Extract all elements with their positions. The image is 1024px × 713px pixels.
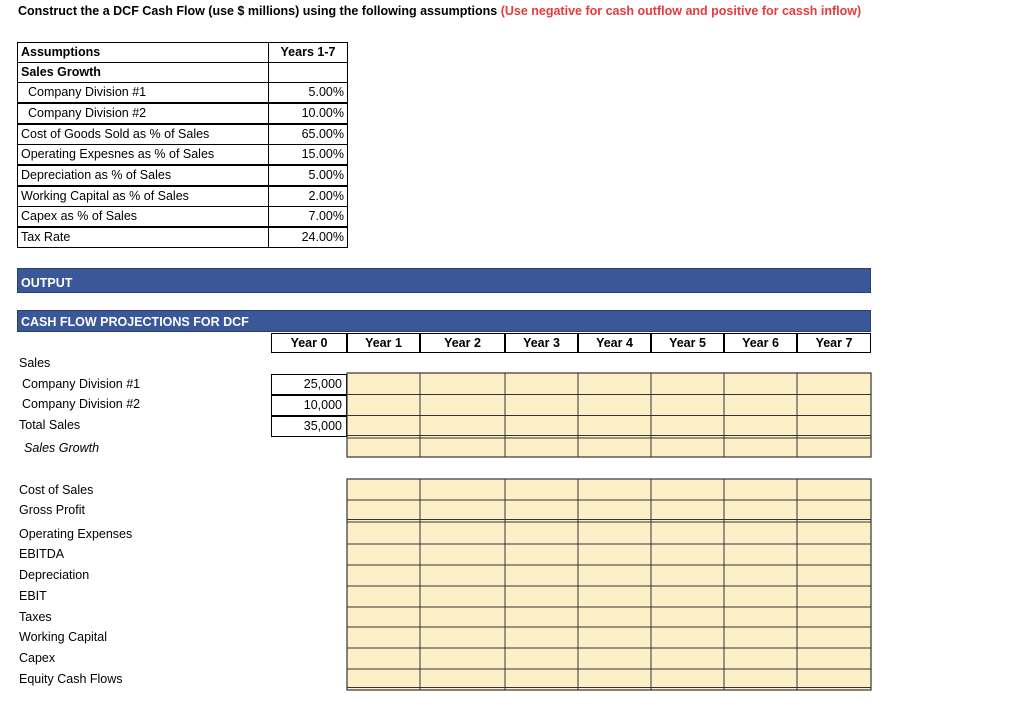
row-label-capex: Capex (19, 651, 56, 665)
year-header: Year 2 (420, 333, 505, 353)
sales-input-block[interactable] (347, 373, 871, 457)
assumption-value[interactable]: 24.00% (268, 227, 348, 248)
row-label-sales: Sales (19, 356, 51, 370)
assumptions-header: Assumptions (17, 42, 269, 63)
assumption-value[interactable]: 15.00% (268, 144, 348, 165)
assumption-value[interactable]: 7.00% (268, 206, 348, 227)
row-label-depreciation: Depreciation (19, 568, 90, 582)
row-label-total-sales: Total Sales (19, 418, 81, 432)
row-label-cost-of-sales: Cost of Sales (19, 483, 94, 497)
assumption-label: Company Division #2 (17, 103, 269, 124)
year-header: Year 5 (651, 333, 724, 353)
assumption-value[interactable]: 2.00% (268, 186, 348, 207)
row-label-division-2: Company Division #2 (22, 397, 141, 411)
year0-division-1-value: 25,000 (271, 374, 347, 395)
assumption-label: Working Capital as % of Sales (17, 186, 269, 207)
assumption-label: Operating Expesnes as % of Sales (17, 144, 269, 165)
row-label-sales-growth: Sales Growth (24, 441, 100, 455)
year0-division-2-value: 10,000 (271, 395, 347, 416)
assumption-value[interactable]: 65.00% (268, 124, 348, 145)
assumption-label: Cost of Goods Sold as % of Sales (17, 124, 269, 145)
row-label-ebitda: EBITDA (19, 547, 65, 561)
title-note: (Use negative for cash outflow and positive for cassh inflow) (500, 4, 862, 18)
years-1-7-header: Years 1-7 (268, 42, 348, 63)
year-header: Year 6 (724, 333, 797, 353)
assumption-label: Tax Rate (17, 227, 269, 248)
output-section-bar: OUTPUT (17, 268, 871, 293)
year-header: Year 7 (797, 333, 871, 353)
assumption-label: Sales Growth (17, 62, 269, 83)
assumption-value[interactable]: 10.00% (268, 103, 348, 124)
assumption-label: Company Division #1 (17, 82, 269, 103)
title-main: Construct the a DCF Cash Flow (use $ millions) using the following assumptions (18, 4, 498, 18)
cash-flow-projections-bar: CASH FLOW PROJECTIONS FOR DCF (17, 310, 871, 332)
year-header: Year 4 (578, 333, 651, 353)
year-header: Year 3 (505, 333, 578, 353)
year0-total-sales-value: 35,000 (271, 416, 347, 437)
row-label-gross-profit: Gross Profit (19, 503, 85, 517)
row-label-ebit: EBIT (19, 589, 47, 603)
row-label-taxes: Taxes (19, 610, 52, 624)
assumption-value[interactable]: 5.00% (268, 165, 348, 186)
year-header: Year 0 (271, 333, 347, 353)
assumption-value[interactable]: 5.00% (268, 82, 348, 103)
assumption-label: Capex as % of Sales (17, 206, 269, 227)
row-label-division-1: Company Division #1 (22, 377, 141, 391)
row-label-operating-expenses: Operating Expenses (19, 527, 133, 541)
cashflow-input-block[interactable] (347, 479, 871, 690)
assumption-label: Depreciation as % of Sales (17, 165, 269, 186)
row-label-working-capital: Working Capital (19, 630, 108, 644)
year-header: Year 1 (347, 333, 420, 353)
row-label-equity-cash-flows: Equity Cash Flows (19, 672, 123, 686)
